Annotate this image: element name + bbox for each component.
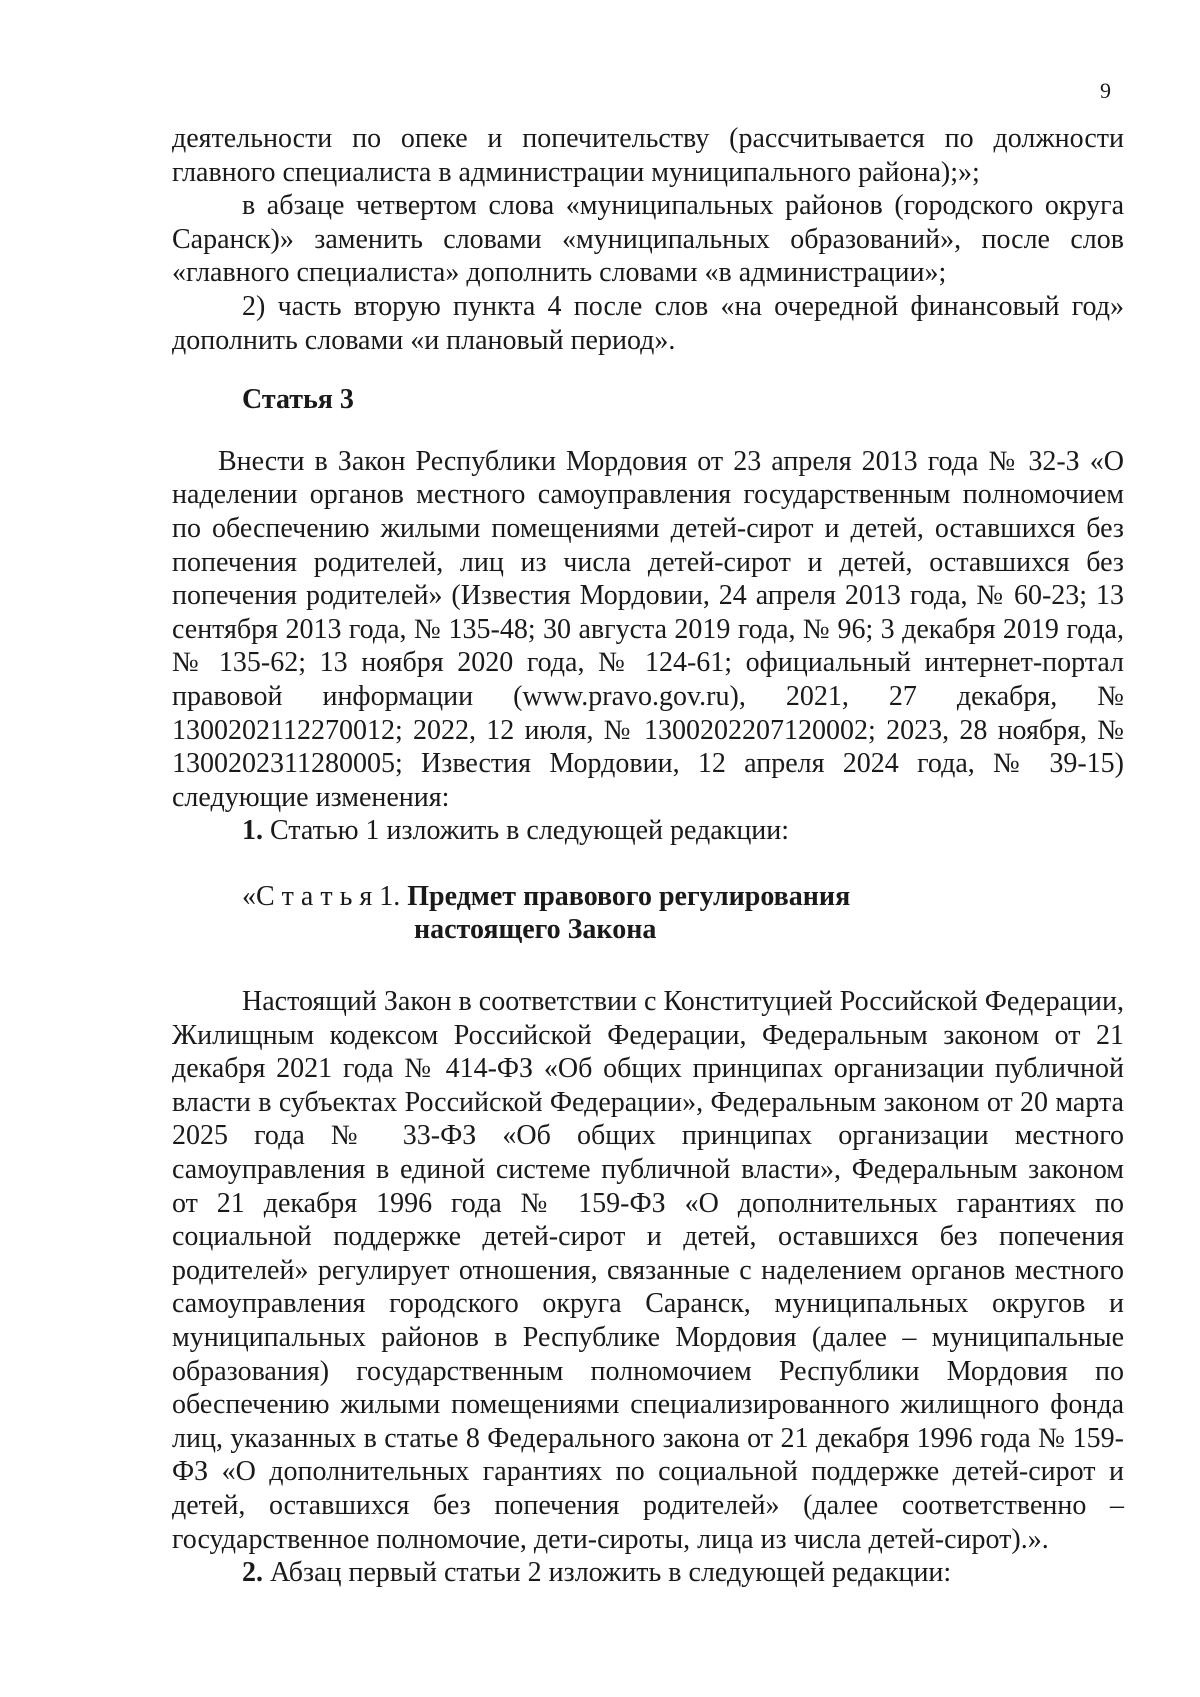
page-number: 9 — [1100, 78, 1111, 103]
item-1-paragraph — [172, 814, 1124, 848]
item-1-text: Статью 1 изложить в следующей редакции: — [263, 815, 790, 847]
sub-article-title-line2: настоящего Закона — [414, 914, 657, 946]
item-2-paragraph — [172, 1556, 1124, 1590]
paragraph-continuation: деятельности по опеке и попечительству (рассчитывается по должности главного специалиста в администрации муниципального района);»; — [172, 123, 1124, 188]
paragraph-amendment-4th: в абзаце четвертом слова «муниципальных районов (городского округа Саранск)» заменить словами «муниципальных образований», после слов «главного специалиста» дополнить словами «в администрации»; — [172, 190, 1124, 289]
article-intro-paragraph: Внести в Закон Республики Мордовия от 23 апреля 2013 года № 32-З «О наделении органов местного самоуправления государственным полномочием по обеспечению жилыми помещениями детей-сирот и детей, оставшихся без попечения родителей, лиц из числа детей-сирот и детей, оставшихся без попечения родителей» (Известия Мордовии, 24 апреля 2013 года, № 60-23; 13 сентября 2013 года, № 135-48; 30 августа 2019 года, № 96; 3 декабря 2019 года, № 135-62; 13 ноября 2020 года, № 124-61; официальный интернет-портал правовой информации (www.pravo.gov.ru), 2021, 27 декабря, № 1300202112270012; 2022, 12 июля, № 1300202207120002; 2023, 28 ноября, № 1300202311280005; Известия Мордовии, 12 апреля 2024 года, № 39-15) следующие изменения: — [172, 445, 1124, 813]
item-1-number: 1. — [242, 815, 263, 847]
sub-article-title-line1: Предмет правового регулирования — [407, 880, 851, 912]
paragraph-amendment-part2: 2) часть вторую пункта 4 после слов «на очередной финансовый год» дополнить словами «и плановый период». — [172, 290, 1124, 356]
sub-article-prefix: «С т а т ь я 1. — [242, 880, 408, 912]
article-heading: Статья 3 — [242, 384, 354, 416]
sub-article-title — [172, 880, 1124, 914]
item-2-text: Абзац первый статьи 2 изложить в следующей редакции: — [263, 1557, 952, 1589]
item-2-number: 2. — [242, 1557, 263, 1589]
document-body — [172, 122, 1124, 1590]
sub-article-body: Настоящий Закон в соответствии с Конституцией Российской Федерации, Жилищным кодексом Российской Федерации, Федеральным законом от 21 декабря 2021 года № 414-ФЗ «Об общих принципах организации публичной власти в субъектах Российской Федерации», Федеральным законом от 20 марта 2025 года № 33-ФЗ «Об общих принципах организации местного самоуправления в единой системе публичной власти», Федеральным законом от 21 декабря 1996 года № 159-ФЗ «О дополнительных гарантиях по социальной поддержке детей-сирот и детей, оставшихся без попечения родителей» регулирует отношения, связанные с наделением органов местного самоуправления городского округа Саранск, муниципальных округов и муниципальных районов в Республике Мордовия (далее – муниципальные образования) государственным полномочием Республики Мордовия по обеспечению жилыми помещениями специализированного жилищного фонда лиц, указанных в статье 8 Федерального закона от 21 декабря 1996 года № 159-ФЗ «О дополнительных гарантиях по социальной поддержке детей-сирот и детей, оставшихся без попечения родителей» (далее соответственно – государственное полномочие, дети-сироты, лица из числа детей-сирот).». — [172, 986, 1124, 1555]
